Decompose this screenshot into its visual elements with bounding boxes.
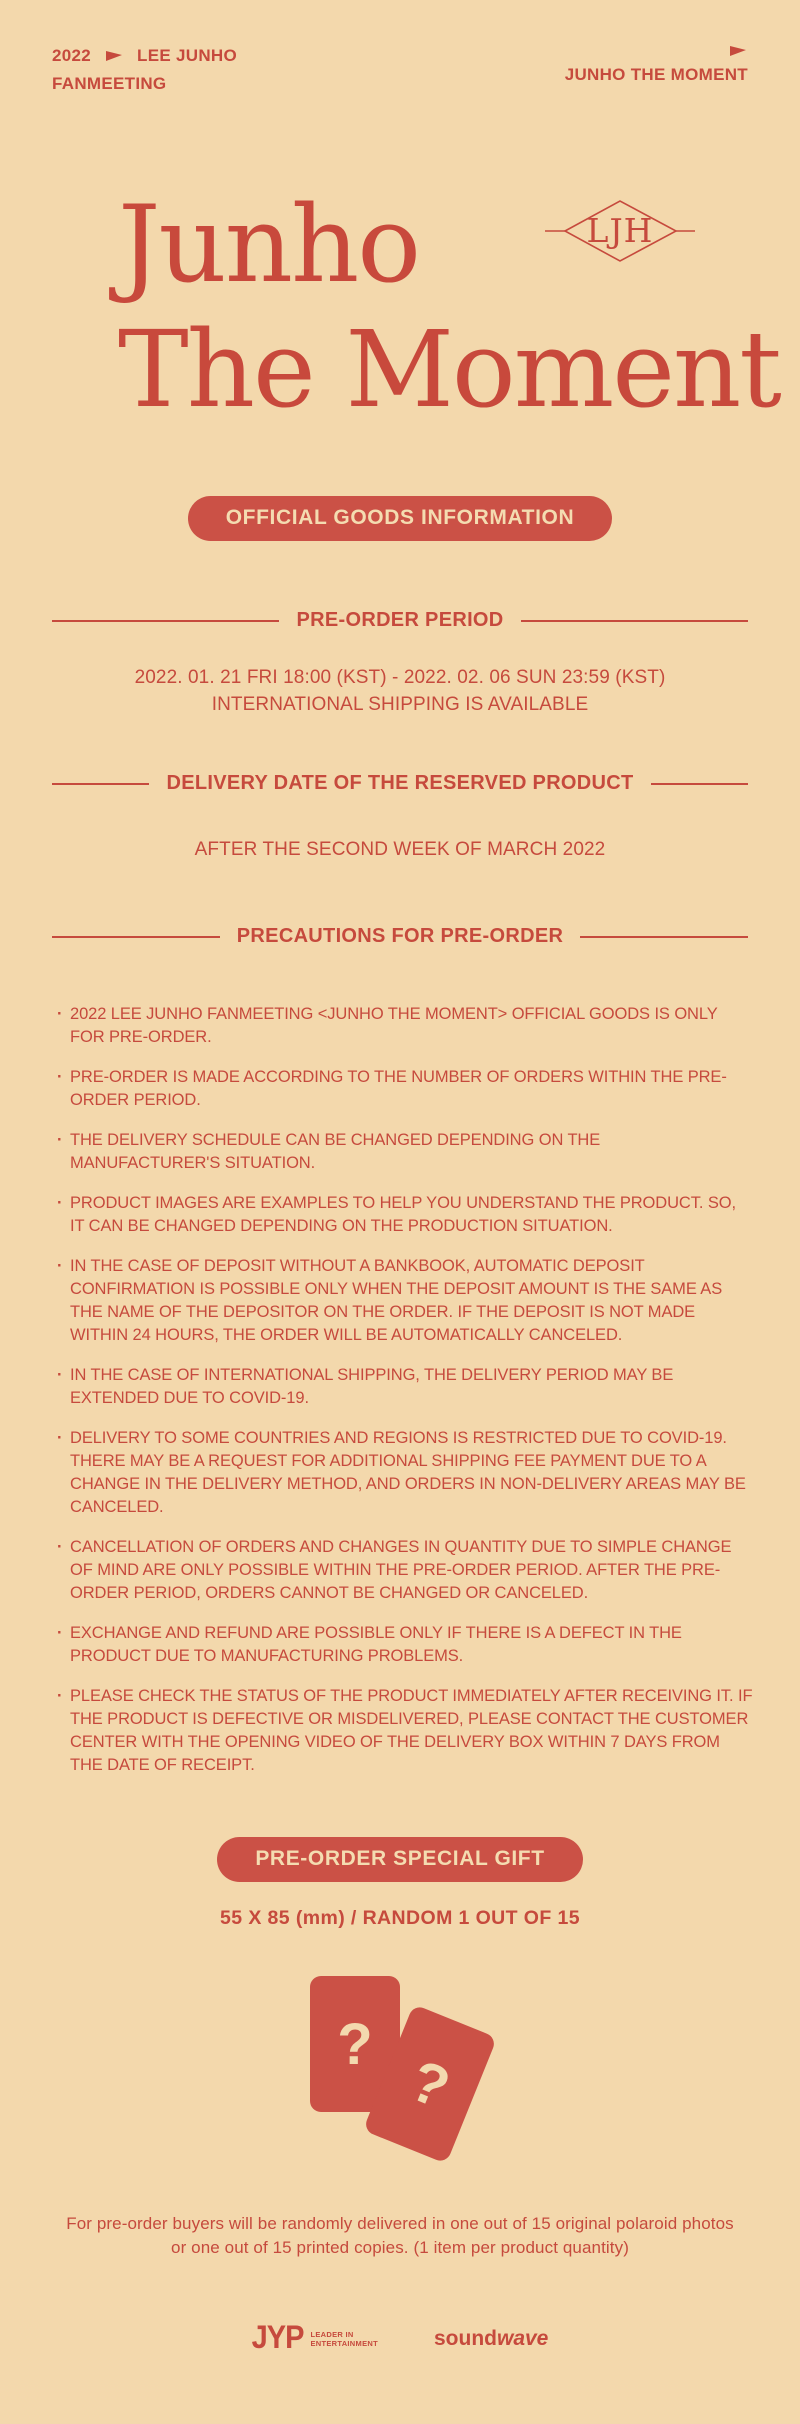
right-arrow-icon (106, 51, 122, 61)
diamond-monogram-icon (545, 200, 695, 262)
precautions-list (57, 1003, 754, 1777)
jyp-tagline-line1: LEADER IN (310, 2329, 354, 2339)
jyp-mark: JYP (251, 2320, 304, 2357)
soundwave-part2: wave (496, 2326, 549, 2350)
monogram-text: LJH (586, 211, 654, 250)
divider-line (580, 936, 748, 938)
delivery-date-title: DELIVERY DATE OF THE RESERVED PRODUCT (166, 772, 634, 795)
preorder-period-dates: 2022. 01. 21 FRI 18:00 (KST) - 2022. 02. 06 SUN 23:59 (KST) (134, 667, 666, 689)
jyp-tagline-line2: ENTERTAINMENT (310, 2338, 378, 2348)
header-artist: LEE JUNHO (137, 46, 238, 65)
special-gift-badge: PRE-ORDER SPECIAL GIFT (217, 1837, 582, 1882)
gift-note-line2: or one out of 15 printed copies. (1 item per product quantity) (171, 2238, 629, 2258)
precautions-title: PRECAUTIONS FOR PRE-ORDER (236, 925, 564, 948)
page-title (118, 182, 800, 432)
list-item: · THE DELIVERY SCHEDULE CAN BE CHANGED DEPENDING ON THE MANUFACTURER'S SITUATION. (57, 1129, 754, 1175)
delivery-date-body: AFTER THE SECOND WEEK OF MARCH 2022 (194, 839, 606, 861)
right-arrow-icon (730, 46, 746, 56)
header-year: 2022 (52, 46, 92, 65)
mystery-cards-graphic (285, 1976, 515, 2166)
list-item: · PLEASE CHECK THE STATUS OF THE PRODUCT IMMEDIATELY AFTER RECEIVING IT. IF THE PRODUCT IS DEFECTIVE OR MISDELIVERED, PLEASE CONTACT THE CUSTOMER CENTER WITH THE OPENING VIDEO OF THE DELIVERY BOX WITHIN 7 DAYS FROM THE DATE OF RECEIPT. (57, 1685, 754, 1777)
goods-info-badge: OFFICIAL GOODS INFORMATION (188, 496, 612, 541)
list-item: · 2022 LEE JUNHO FANMEETING <JUNHO THE MOMENT> OFFICIAL GOODS IS ONLY FOR PRE-ORDER. (57, 1003, 754, 1049)
header-right (565, 46, 748, 85)
soundwave-logo (434, 2327, 548, 2351)
title-block (118, 182, 800, 432)
divider-line (52, 783, 149, 785)
list-item: · PRE-ORDER IS MADE ACCORDING TO THE NUMBER OF ORDERS WITHIN THE PRE-ORDER PERIOD. (57, 1066, 754, 1112)
ljh-monogram (545, 200, 695, 267)
divider-line (521, 620, 748, 622)
list-item: · PRODUCT IMAGES ARE EXAMPLES TO HELP YOU UNDERSTAND THE PRODUCT. SO, IT CAN BE CHANGED DEPENDING ON THE PRODUCTION SITUATION. (57, 1192, 754, 1238)
preorder-period-title: PRE-ORDER PERIOD (296, 609, 504, 632)
jyp-tagline (310, 2330, 378, 2348)
header-left (52, 46, 237, 94)
list-item: · EXCHANGE AND REFUND ARE POSSIBLE ONLY IF THERE IS A DEFECT IN THE PRODUCT DUE TO MANUFACTURING PROBLEMS. (57, 1622, 754, 1668)
header-event-title: JUNHO THE MOMENT (564, 65, 748, 84)
delivery-date-heading (52, 772, 748, 795)
gift-spec: 55 X 85 (mm) / RANDOM 1 OUT OF 15 (220, 1907, 580, 1930)
footer-logos (0, 2322, 800, 2355)
precautions-heading (52, 925, 748, 948)
list-item: · IN THE CASE OF INTERNATIONAL SHIPPING, THE DELIVERY PERIOD MAY BE EXTENDED DUE TO COVID-19. (57, 1364, 754, 1410)
title-line1: Junho (118, 183, 420, 306)
preorder-period-body (0, 664, 800, 718)
divider-line (52, 936, 220, 938)
divider-line (52, 620, 279, 622)
gift-note (0, 2212, 800, 2260)
gift-note-line1: For pre-order buyers will be randomly delivered in one out of 15 original polaroid photos (66, 2214, 734, 2234)
header-event: FANMEETING (52, 74, 167, 93)
header-left-line1 (52, 46, 237, 66)
title-line2: The Moment (118, 308, 780, 432)
divider-line (651, 783, 748, 785)
international-shipping-note: INTERNATIONAL SHIPPING IS AVAILABLE (211, 694, 589, 716)
list-item: · IN THE CASE OF DEPOSIT WITHOUT A BANKBOOK, AUTOMATIC DEPOSIT CONFIRMATION IS POSSIBLE ONLY WHEN THE DEPOSIT AMOUNT IS THE SAME AS THE NAME OF THE DEPOSITOR ON THE ORDER. IF THE DEPOSIT IS NOT MADE WITHIN 24 HOURS, THE ORDER WILL BE AUTOMATICALLY CANCELED. (57, 1255, 754, 1347)
question-mark: ? (401, 2047, 459, 2121)
preorder-period-heading (52, 609, 748, 632)
jyp-logo (252, 2322, 378, 2355)
page-header (0, 0, 800, 94)
question-mark: ? (337, 2011, 373, 2077)
list-item: · CANCELLATION OF ORDERS AND CHANGES IN QUANTITY DUE TO SIMPLE CHANGE OF MIND ARE ONLY POSSIBLE WITHIN THE PRE-ORDER PERIOD. AFTER THE PRE-ORDER PERIOD, ORDERS CANNOT BE CHANGED OR CANCELED. (57, 1536, 754, 1605)
soundwave-part1: sound (433, 2326, 497, 2350)
list-item: · DELIVERY TO SOME COUNTRIES AND REGIONS IS RESTRICTED DUE TO COVID-19. THERE MAY BE A REQUEST FOR ADDITIONAL SHIPPING FEE PAYMENT DUE TO A CHANGE IN THE DELIVERY METHOD, AND ORDERS IN NON-DELIVERY AREAS MAY BE CANCELED. (57, 1427, 754, 1519)
